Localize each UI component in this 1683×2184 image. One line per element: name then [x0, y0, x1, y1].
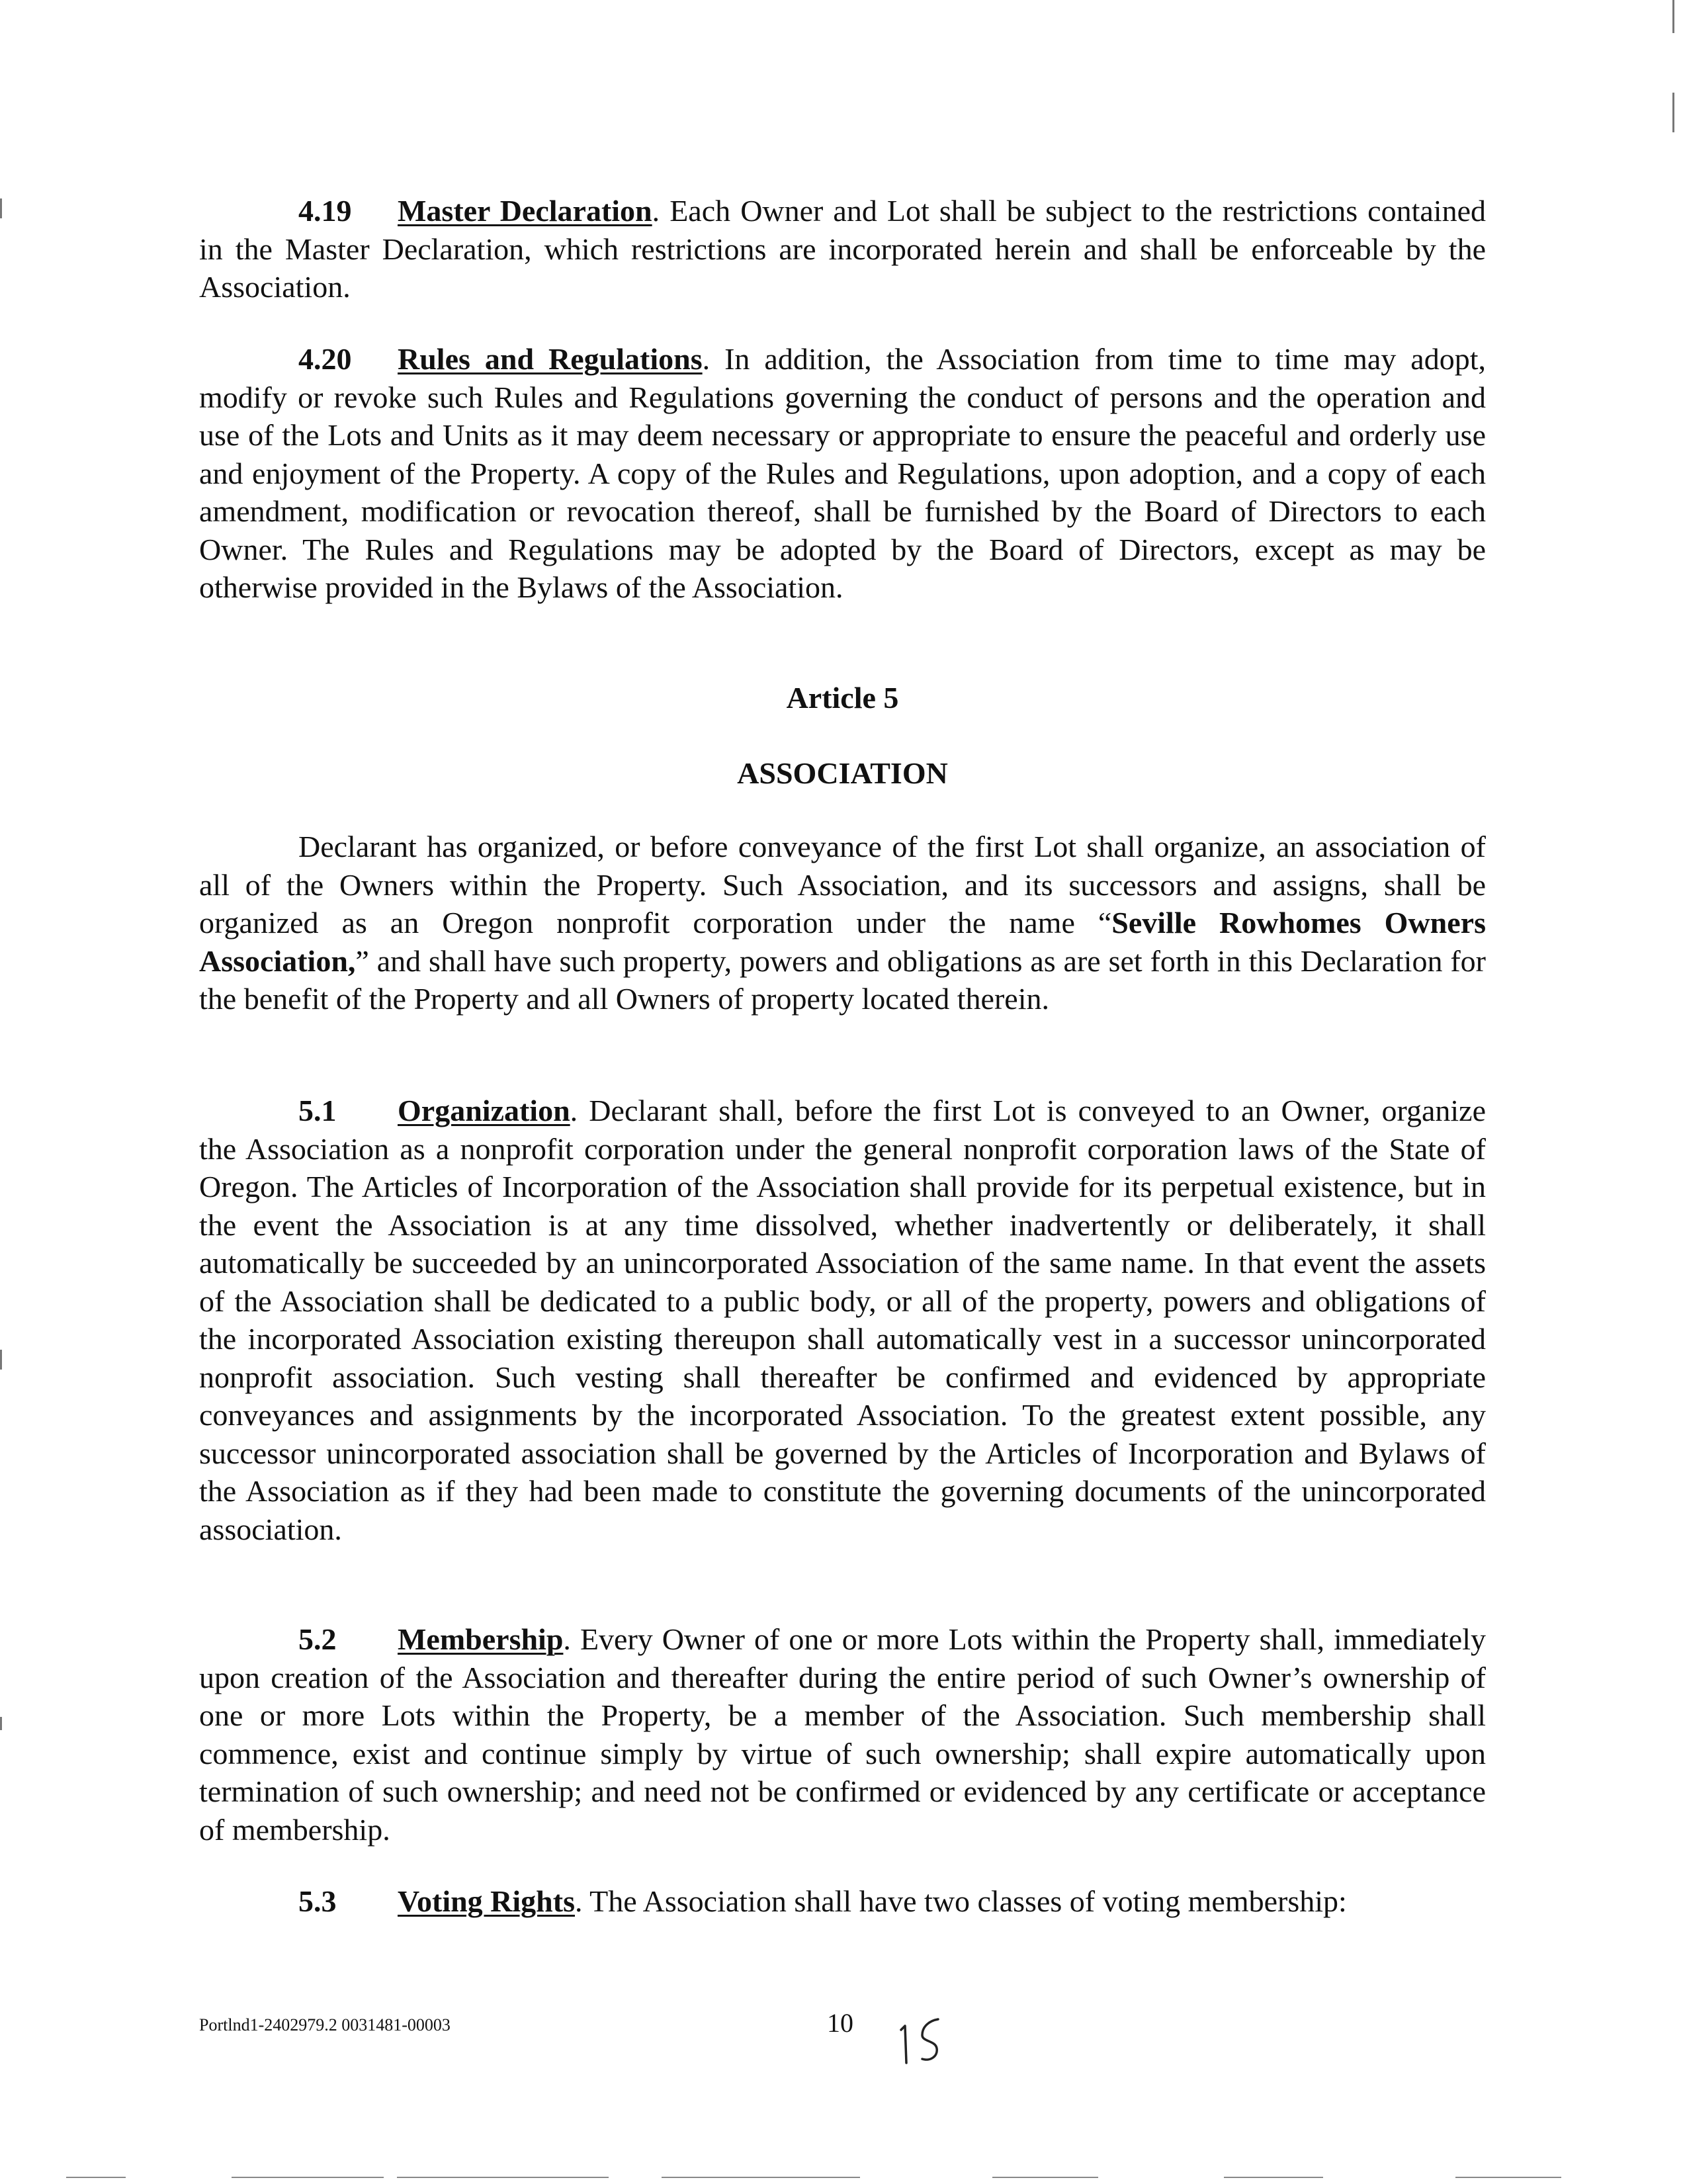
scan-rule	[992, 2177, 1098, 2178]
scan-edge-mark	[1672, 93, 1674, 132]
section-text: . In addition, the Association from time to time may adopt, modify or revoke such Rules and Regulations governing the conduct of persons and the operation and use of the Lots and Units as it may deem necessary or appropriate to ensure the peaceful and orderly use and enjoyment of the Property. A copy of the Rules and Regulations, upon adoption, and a copy of each amendment, modification or revocation thereof, shall be furnished by the Board of Directors to each Owner. The Rules and Regulations may be adopted by the Board of Directors, except as may be otherwise provided in the Bylaws of the Association.	[199, 342, 1486, 604]
section-number: 5.1	[298, 1094, 337, 1127]
section-5-2	[199, 1620, 1486, 1849]
article-intro	[199, 828, 1486, 1018]
scan-rule	[662, 2177, 860, 2178]
scan-rule	[1224, 2177, 1323, 2178]
scan-edge-mark	[0, 1350, 2, 1370]
intro-text-end: ” and shall have such property, powers and obligations as are set forth in this Declaration for the benefit of the Property and all Owners of property located therein.	[199, 943, 1486, 1016]
section-title: Master Declaration	[398, 194, 652, 228]
section-5-1	[199, 1092, 1486, 1548]
section-number: 4.20	[298, 342, 352, 376]
section-number: 5.3	[298, 1884, 337, 1918]
section-number: 5.2	[298, 1622, 337, 1656]
section-4-20	[199, 340, 1486, 607]
scan-rule	[1455, 2177, 1561, 2178]
section-title: Organization	[398, 1094, 570, 1127]
intro-text: Declarant has organized, or before conveyance of the first Lot shall organize, an association of all of the Owners within the Property. Such Association, and its successors and assigns, shall be organized as an Oregon nonprofit corporation under the name “	[199, 830, 1486, 939]
section-title: Voting Rights	[398, 1884, 575, 1918]
section-text: . Each Owner and Lot shall be subject to the restrictions contained in the Master Declaration, which restrictions are incorporated herein and shall be enforceable by the Association.	[199, 194, 1486, 304]
scan-edge-mark	[0, 198, 2, 218]
article-label: Article 5	[786, 681, 899, 715]
handwritten-page-number	[893, 2011, 953, 2071]
section-4-19	[199, 192, 1486, 306]
section-title: Rules and Regulations	[398, 342, 703, 376]
section-5-3	[199, 1882, 1486, 1921]
document-id: Portlnd1-2402979.2 0031481-00003	[199, 2015, 451, 2034]
scan-rule	[66, 2177, 126, 2178]
association-name: Seville Rowhomes Owners Association,	[199, 906, 1486, 978]
scan-edge-mark	[1672, 0, 1674, 33]
section-text: . Declarant shall, before the first Lot is conveyed to an Owner, organize the Association as a nonprofit corporation under the general nonprofit corporation laws of the State of Oregon. The Articles of Incorporation of the Association shall provide for its perpetual existence, but in the event the Association is at any time dissolved, whether inadvertently or deliberately, it shall automatically be succeeded by an unincorporated Association of the same name. In that event the assets of the Association shall be dedicated to a public body, or all of the property, powers and obligations of the incorporated Association existing thereupon shall automatically vest in a successor unincorporated nonprofit association. Such vesting shall thereafter be confirmed and evidenced by appropriate conveyances and assignments by the incorporated Association. To the greatest extent possible, any successor unincorporated association shall be governed by the Articles of Incorporation and Bylaws of the Association as if they had been made to constitute the governing documents of the unincorporated association.	[199, 1094, 1486, 1546]
section-number: 4.19	[298, 194, 352, 228]
section-text: . The Association shall have two classes of voting membership:	[574, 1884, 1347, 1918]
article-title: ASSOCIATION	[737, 756, 948, 790]
section-text: . Every Owner of one or more Lots within the Property shall, immediately upon creation of the Association and thereafter during the entire period of such Owner’s ownership of one or more Lots within the Property, be a member of the Association. Such membership shall commence, exist and continue simply by virtue of such ownership; shall expire automatically upon termination of such ownership; and need not be confirmed or evidenced by any certificate or acceptance of membership.	[199, 1622, 1486, 1847]
scan-rule	[397, 2177, 609, 2178]
scan-rule	[232, 2177, 384, 2178]
page-number: 10	[827, 2008, 853, 2038]
scan-edge-mark	[0, 1717, 2, 1730]
section-title: Membership	[398, 1622, 564, 1656]
